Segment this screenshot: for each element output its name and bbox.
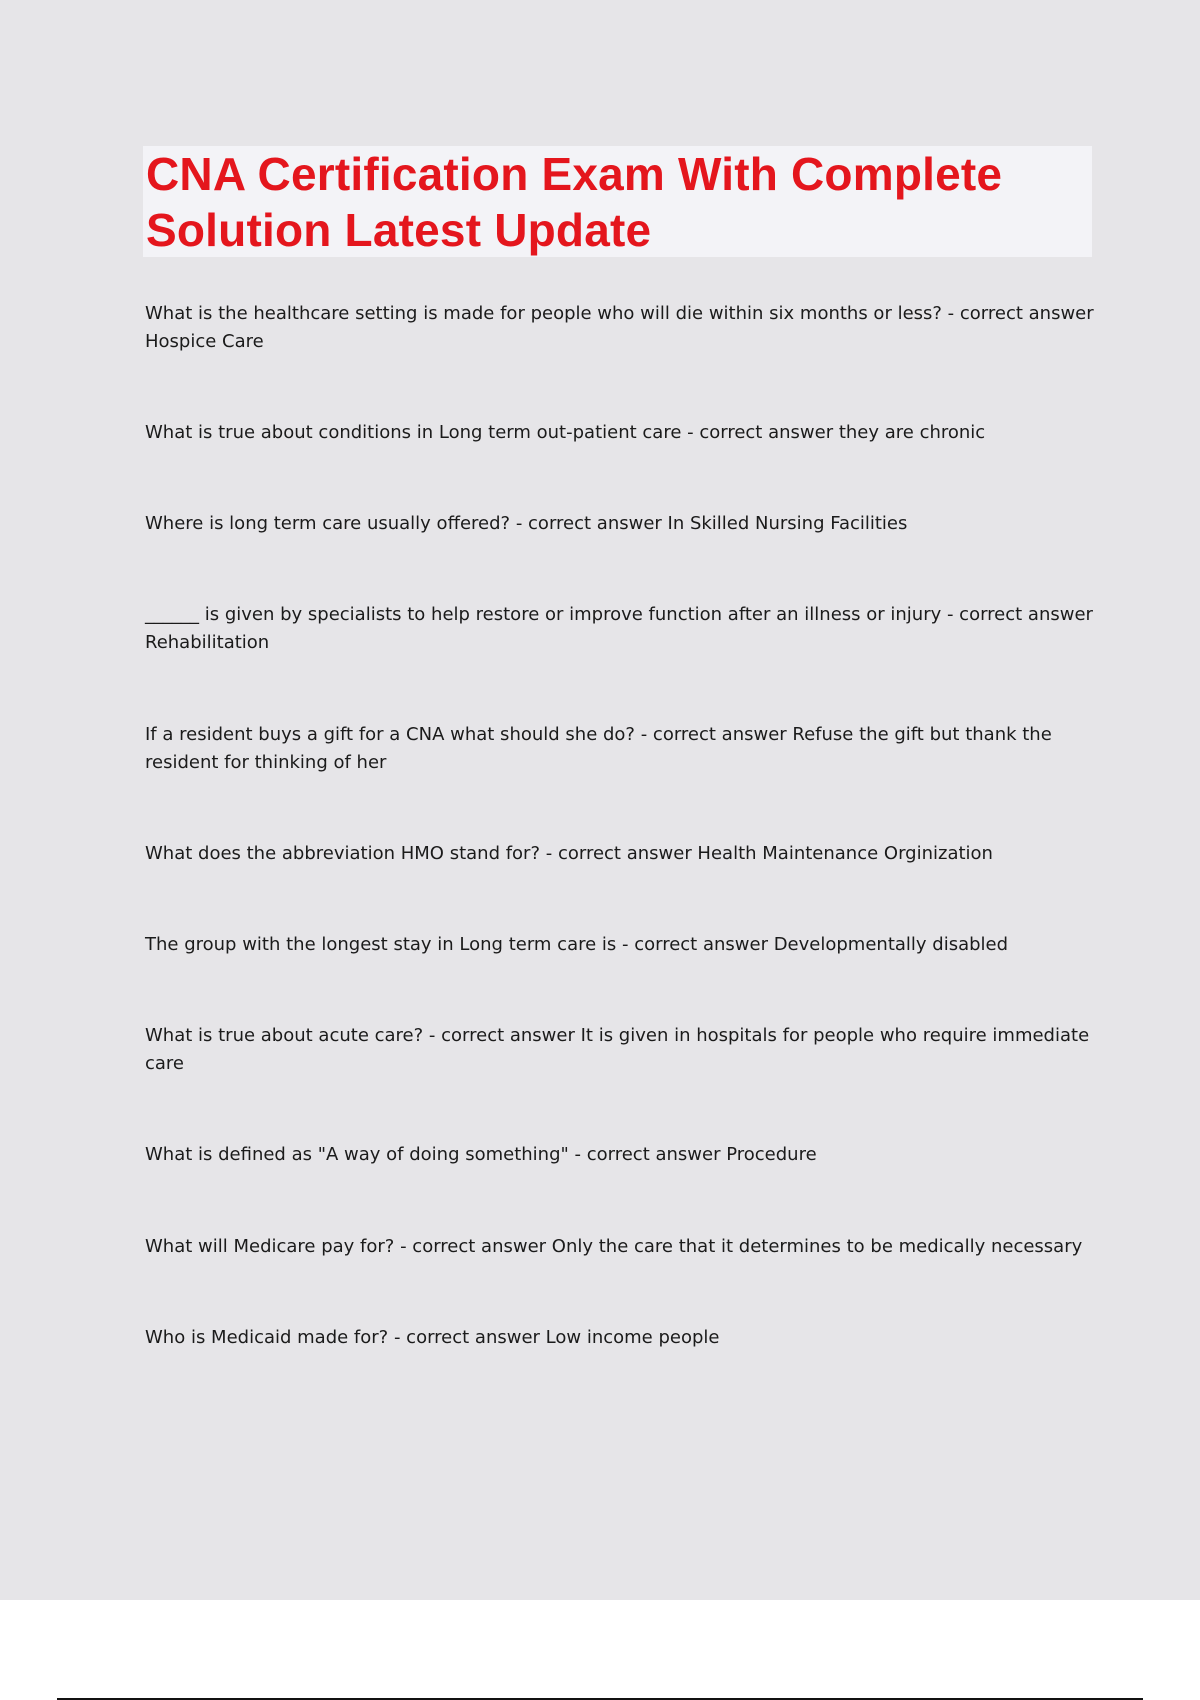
qa-item: If a resident buys a gift for a CNA what should she do? - correct answer Refuse the gift but thank the resident for thinking of her bbox=[145, 724, 1052, 773]
qa-item: Who is Medicaid made for? - correct answer Low income people bbox=[145, 1327, 720, 1348]
qa-item: What is defined as "A way of doing something" - correct answer Procedure bbox=[145, 1144, 817, 1165]
qa-item: What is true about conditions in Long term out-patient care - correct answer they are chronic bbox=[145, 422, 986, 443]
qa-item: Where is long term care usually offered? - correct answer In Skilled Nursing Facilities bbox=[145, 513, 908, 534]
qa-item: What does the abbreviation HMO stand for? - correct answer Health Maintenance Orginization bbox=[145, 843, 993, 864]
document-title: CNA Certification Exam With Complete Solution Latest Update bbox=[146, 148, 1003, 256]
qa-item: What is the healthcare setting is made for people who will die within six months or less? - correct answer Hospice Care bbox=[145, 303, 1094, 352]
qa-item: ______ is given by specialists to help restore or improve function after an illness or injury - correct answer Rehabilitation bbox=[145, 604, 1093, 653]
title-banner bbox=[143, 146, 1092, 257]
qa-item: What is true about acute care? - correct answer It is given in hospitals for people who require immediate care bbox=[145, 1025, 1090, 1074]
qa-item: The group with the longest stay in Long term care is - correct answer Developmentally disabled bbox=[145, 934, 1009, 955]
qa-item: What will Medicare pay for? - correct answer Only the care that it determines to be medically necessary bbox=[145, 1236, 1083, 1257]
